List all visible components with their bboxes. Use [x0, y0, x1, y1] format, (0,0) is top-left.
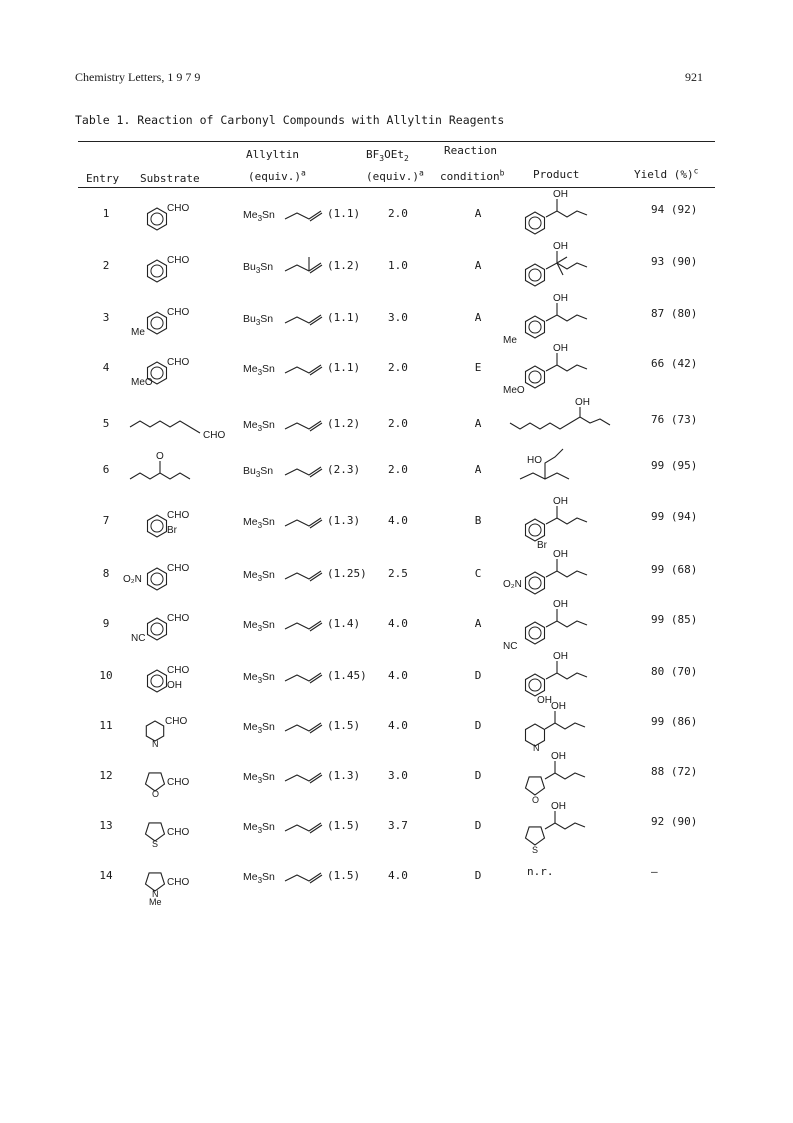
bf3-equiv: 4.0 — [388, 869, 408, 882]
benzene-ring — [148, 312, 167, 334]
bf3-equiv: 3.0 — [388, 311, 408, 324]
tin-group — [243, 419, 275, 434]
substituent-label: NC — [131, 633, 146, 644]
tin-symbol: Sn — [260, 261, 274, 273]
tin-symbol: Sn — [262, 671, 275, 683]
product-chain — [545, 773, 585, 779]
entry-number: 7 — [102, 514, 110, 527]
bf3-equiv: 4.0 — [388, 669, 408, 682]
entry-number: 13 — [99, 819, 113, 832]
alkyl-chain — [130, 421, 200, 433]
table-row — [0, 293, 793, 347]
yield-value: 94 (92) — [651, 203, 698, 216]
product-substituent: Me — [503, 335, 517, 346]
tin-count: 3 — [257, 726, 263, 736]
substituent-label: Br — [167, 525, 177, 536]
product-chain — [546, 621, 587, 627]
benzene-ring — [526, 519, 545, 541]
reaction-condition: A — [474, 207, 482, 220]
table-row — [0, 599, 793, 653]
methyl-branch — [557, 257, 567, 263]
bf3-equiv: 1.0 — [388, 259, 408, 272]
yield-value: 88 (72) — [651, 765, 698, 778]
allyl-chain — [283, 615, 333, 635]
tin-group — [243, 569, 275, 584]
allyltin-equiv: (1.5) — [327, 869, 361, 882]
substrate-structure — [125, 245, 235, 295]
substrate-structure — [125, 347, 235, 397]
benzene-ring — [148, 618, 167, 640]
tin-group — [243, 363, 275, 378]
product-structure — [505, 339, 625, 399]
allyl-chain — [283, 717, 333, 737]
substrate-label: CHO — [165, 716, 188, 727]
reaction-condition: A — [474, 259, 482, 272]
reaction-condition: E — [474, 361, 482, 374]
table-row — [0, 751, 793, 805]
product-chain — [546, 518, 587, 524]
tin-group — [243, 209, 275, 224]
allyltin-equiv: (1.2) — [327, 417, 361, 430]
tin-count: 3 — [257, 876, 263, 886]
table-row — [0, 651, 793, 706]
tin-alkyl: Me — [243, 721, 258, 733]
tin-alkyl: Me — [243, 363, 258, 375]
tin-symbol: Sn — [262, 209, 275, 221]
product-chain — [510, 417, 610, 429]
allyl-chain — [283, 512, 333, 532]
allyltin-equiv: (1.4) — [327, 617, 361, 630]
benzene-ring — [148, 515, 167, 537]
allyl-chain — [283, 867, 333, 887]
product-substituent: NC — [503, 641, 518, 652]
allyl-chain — [283, 205, 333, 225]
hydroxyl-label: OH — [553, 651, 568, 662]
entry-number: 4 — [102, 361, 110, 374]
bf3-equiv: 2.0 — [388, 361, 408, 374]
tin-symbol: Sn — [262, 721, 275, 733]
hydroxyl-label: OH — [553, 343, 568, 354]
yield-value: 92 (90) — [651, 815, 698, 828]
hydroxyl-label: OH — [553, 241, 568, 252]
substituent-label: OH — [167, 680, 182, 691]
yield-value: 99 (94) — [651, 510, 698, 523]
tin-alkyl: Me — [243, 821, 258, 833]
allyl-chain — [283, 767, 333, 787]
bf3-text: BF — [366, 148, 380, 161]
journal-header: Chemistry Letters, 1 9 7 9 — [75, 70, 201, 84]
allyltin-equiv: (1.3) — [327, 769, 361, 782]
hydroxyl-label: OH — [553, 549, 568, 560]
product-structure — [505, 237, 625, 297]
entry-number: 14 — [99, 869, 113, 882]
benzene-ring-aromatic-ring — [151, 265, 163, 277]
allyl-chain — [283, 461, 333, 481]
entry-number: 3 — [102, 311, 110, 324]
product-chain — [546, 315, 587, 321]
col-yield — [634, 168, 698, 181]
table-row — [0, 241, 793, 295]
tin-alkyl: Bu — [243, 465, 256, 477]
reaction-condition: B — [474, 514, 482, 527]
ring-heteroatom: S — [152, 839, 159, 849]
benzene-ring-aromatic-ring — [529, 217, 541, 229]
table-row — [0, 855, 793, 905]
yield-value: 93 (90) — [651, 255, 698, 268]
allyltin-equiv: (1.45) — [327, 669, 367, 682]
ring-heteroatom: O — [152, 789, 160, 799]
tin-symbol: Sn — [262, 871, 275, 883]
benzene-ring — [526, 212, 545, 234]
tin-symbol: Sn — [260, 313, 274, 325]
tin-alkyl: Me — [243, 671, 258, 683]
tin-group — [243, 619, 275, 634]
benzene-ring-aromatic-ring — [151, 675, 163, 687]
ring-heteroatom: N — [533, 743, 540, 753]
substrate-structure — [125, 500, 235, 550]
note-b: b — [499, 168, 505, 178]
product-chain — [546, 211, 587, 217]
reaction-condition: D — [474, 819, 482, 832]
entry-number: 5 — [102, 417, 110, 430]
tin-alkyl: Me — [243, 619, 258, 631]
substrate-label: CHO — [167, 563, 190, 574]
bf3-equiv: 2.0 — [388, 463, 408, 476]
yield-text: Yield (%) — [634, 168, 694, 181]
tin-count: 3 — [257, 424, 263, 434]
note-c: c — [693, 166, 699, 176]
tin-alkyl: Bu — [243, 261, 256, 273]
tin-symbol: Sn — [262, 419, 275, 431]
product-substituent: Br — [537, 540, 547, 551]
table-row — [0, 701, 793, 755]
reaction-condition: A — [474, 311, 482, 324]
product-chain — [545, 723, 585, 729]
tin-alkyl: Me — [243, 209, 258, 221]
product-substituent: OH — [537, 695, 552, 706]
substrate-label: CHO — [167, 357, 190, 368]
tin-alkyl: Me — [243, 569, 258, 581]
ring-heteroatom: S — [532, 845, 539, 855]
tin-symbol: Sn — [260, 465, 274, 477]
hydroxyl-label: OH — [551, 701, 566, 712]
entry-number: 9 — [102, 617, 110, 630]
table-row — [0, 801, 793, 855]
product-structure — [505, 595, 625, 655]
col-allyltin: Allyltin — [246, 148, 299, 161]
tin-group — [243, 821, 275, 836]
benzene-ring-aromatic-ring — [151, 213, 163, 225]
table-top-rule — [78, 141, 715, 142]
substrate-label: CHO — [167, 877, 190, 888]
bf3-equiv-text: (equiv.) — [366, 170, 419, 183]
reaction-condition: C — [474, 567, 482, 580]
reaction-condition: A — [474, 463, 482, 476]
yield-value: 99 (68) — [651, 563, 698, 576]
entry-number: 11 — [99, 719, 113, 732]
benzene-ring — [148, 568, 167, 590]
substrate-structure — [125, 855, 235, 905]
allyltin-equiv: (2.3) — [327, 463, 361, 476]
hydroxyl-label: OH — [553, 599, 568, 610]
col-allyltin-equiv — [248, 170, 306, 183]
benzene-ring — [526, 264, 545, 286]
benzene-ring — [526, 674, 545, 696]
tin-group — [243, 721, 275, 736]
bf3-equiv: 2.5 — [388, 567, 408, 580]
allyltin-equiv: (1.1) — [327, 311, 361, 324]
benzene-ring — [148, 260, 167, 282]
no-reaction: n.r. — [527, 865, 554, 878]
entry-number: 6 — [102, 463, 110, 476]
allyl-chain — [283, 667, 333, 687]
tin-symbol: Sn — [262, 619, 275, 631]
product-chain — [545, 823, 585, 829]
substituent-label: Me — [149, 897, 162, 907]
hydroxyl-label: OH — [553, 189, 568, 200]
tin-count: 3 — [257, 776, 263, 786]
substrate-structure — [125, 297, 235, 347]
tin-count: 3 — [257, 826, 263, 836]
note-a: a — [300, 168, 306, 178]
tin-count: 3 — [257, 574, 263, 584]
col-product: Product — [533, 168, 580, 181]
tin-alkyl: Bu — [243, 313, 256, 325]
ring-heteroatom: O — [532, 795, 540, 805]
substrate-label: CHO — [167, 203, 190, 214]
bf3-text2: OEt — [384, 148, 404, 161]
table-row — [0, 549, 793, 603]
tin-group — [243, 771, 275, 786]
allyltin-equiv-text: (equiv.) — [248, 170, 301, 183]
five-membered-ring — [526, 827, 545, 845]
ring-heteroatom: N — [152, 739, 159, 749]
substrate-structure — [125, 755, 235, 805]
product-chain — [546, 673, 587, 679]
benzene-ring-aromatic-ring — [151, 367, 163, 379]
page-number: 921 — [685, 70, 703, 84]
benzene-ring — [526, 316, 545, 338]
benzene-ring-aromatic-ring — [151, 623, 163, 635]
product-chain — [546, 365, 587, 371]
condition-text: condition — [440, 170, 500, 183]
substrate-structure — [125, 805, 235, 855]
allyltin-equiv: (1.1) — [327, 361, 361, 374]
substrate-structure — [125, 193, 235, 243]
tin-symbol: Sn — [262, 821, 275, 833]
substituent-label: MeO — [131, 377, 153, 388]
tin-symbol: Sn — [262, 771, 275, 783]
yield-value: 99 (85) — [651, 613, 698, 626]
substrate-structure — [125, 603, 235, 653]
substrate-structure — [125, 705, 235, 755]
benzene-ring — [148, 670, 167, 692]
yield-value: 66 (42) — [651, 357, 698, 370]
tin-alkyl: Me — [243, 419, 258, 431]
substrate-structure — [125, 553, 235, 603]
col-reaction: Reaction — [444, 144, 497, 157]
table-row — [0, 496, 793, 551]
tin-count: 3 — [257, 676, 263, 686]
substituent-label: Me — [131, 327, 145, 338]
allyl-chain — [283, 309, 333, 329]
ketone-chain — [130, 473, 190, 479]
tin-group — [243, 465, 274, 480]
benzene-ring-aromatic-ring — [529, 524, 541, 536]
tin-group — [243, 671, 275, 686]
bf3-equiv: 4.0 — [388, 719, 408, 732]
substrate-label: CHO — [167, 827, 190, 838]
benzene-ring — [148, 208, 167, 230]
table-caption: Table 1. Reaction of Carbonyl Compounds with Allyltin Reagents — [75, 113, 505, 127]
substrate-structure — [125, 449, 235, 499]
benzene-ring-aromatic-ring — [529, 269, 541, 281]
bf3-equiv: 2.0 — [388, 417, 408, 430]
tin-alkyl: Me — [243, 871, 258, 883]
hydroxyl-label: OH — [551, 751, 566, 762]
note-a2: a — [418, 168, 424, 178]
benzene-ring-aromatic-ring — [529, 321, 541, 333]
col-substrate: Substrate — [140, 172, 200, 185]
tin-symbol: Sn — [262, 363, 275, 375]
tin-alkyl: Me — [243, 771, 258, 783]
allyl-chain — [283, 257, 333, 277]
table-row — [0, 189, 793, 243]
five-membered-ring — [526, 777, 545, 795]
reaction-condition: D — [474, 669, 482, 682]
benzene-ring — [526, 572, 545, 594]
benzene-ring-aromatic-ring — [529, 577, 541, 589]
hydroxyl-label: OH — [553, 293, 568, 304]
benzene-ring-aromatic-ring — [151, 520, 163, 532]
substrate-structure — [125, 655, 235, 705]
reaction-condition: D — [474, 769, 482, 782]
pyridine-ring — [146, 721, 163, 741]
entry-number: 8 — [102, 567, 110, 580]
substrate-label: CHO — [167, 665, 190, 676]
tin-group — [243, 313, 274, 328]
allyltin-equiv: (1.5) — [327, 819, 361, 832]
allyltin-equiv: (1.2) — [327, 259, 361, 272]
benzene-ring — [526, 622, 545, 644]
benzene-ring-aromatic-ring — [529, 627, 541, 639]
reaction-condition: D — [474, 719, 482, 732]
product-chain — [546, 571, 587, 577]
table-row — [0, 397, 793, 453]
tin-count: 3 — [257, 214, 263, 224]
substrate-label: CHO — [203, 430, 226, 441]
benzene-ring-aromatic-ring — [151, 317, 163, 329]
benzene-ring-aromatic-ring — [529, 371, 541, 383]
product-structure — [505, 797, 625, 857]
allyltin-equiv: (1.5) — [327, 719, 361, 732]
tin-alkyl: Me — [243, 516, 258, 528]
table-row — [0, 449, 793, 499]
tin-count: 3 — [257, 368, 263, 378]
hydroxyl-label: OH — [575, 397, 590, 408]
allyl-chain — [283, 359, 333, 379]
yield-value: 99 (86) — [651, 715, 698, 728]
bf3-equiv: 3.0 — [388, 769, 408, 782]
allyltin-equiv: (1.3) — [327, 514, 361, 527]
ring-heteroatom: N — [152, 889, 159, 899]
bf3-equiv: 3.7 — [388, 819, 408, 832]
reaction-condition: A — [474, 417, 482, 430]
substrate-label: CHO — [167, 777, 190, 788]
col-condition — [440, 170, 504, 183]
col-bf3 — [366, 148, 409, 164]
bf3-equiv: 4.0 — [388, 514, 408, 527]
tin-symbol: Sn — [262, 569, 275, 581]
yield-value: 80 (70) — [651, 665, 698, 678]
product-substituent: O₂N — [503, 579, 522, 590]
allyltin-equiv: (1.1) — [327, 207, 361, 220]
substrate-label: CHO — [167, 255, 190, 266]
entry-number: 12 — [99, 769, 113, 782]
product-substituent: MeO — [503, 385, 525, 396]
product-chain — [546, 263, 587, 269]
tin-count: 3 — [257, 624, 263, 634]
tin-group — [243, 516, 275, 531]
col-bf3-equiv — [366, 170, 424, 183]
yield-value: 76 (73) — [651, 413, 698, 426]
tin-count: 3 — [255, 470, 261, 480]
tin-count: 3 — [257, 521, 263, 531]
reaction-condition: A — [474, 617, 482, 630]
bf3-sub2: 2 — [403, 154, 409, 164]
hydroxyl-label: HO — [527, 455, 542, 466]
tin-symbol: Sn — [262, 516, 275, 528]
hydroxyl-label: OH — [551, 801, 566, 812]
benzene-ring-aromatic-ring — [151, 573, 163, 585]
carbonyl-oxygen: O — [156, 451, 164, 462]
entry-number: 1 — [102, 207, 110, 220]
yield-value: — — [651, 865, 658, 878]
product-structure — [505, 492, 625, 552]
bf3-sub3: 3 — [379, 154, 385, 164]
substrate-label: CHO — [167, 510, 190, 521]
col-entry: Entry — [86, 172, 120, 185]
allyl-chain — [283, 565, 333, 585]
bf3-equiv: 2.0 — [388, 207, 408, 220]
tin-group — [243, 261, 274, 276]
bf3-equiv: 4.0 — [388, 617, 408, 630]
tin-count: 3 — [255, 266, 261, 276]
allyltin-equiv: (1.25) — [327, 567, 367, 580]
allyl-chain — [283, 817, 333, 837]
substrate-structure — [125, 403, 235, 453]
allyl-chain — [283, 415, 333, 435]
benzene-ring — [526, 366, 545, 388]
tin-group — [243, 871, 275, 886]
substrate-label: CHO — [167, 307, 190, 318]
yield-value: 87 (80) — [651, 307, 698, 320]
substrate-label: CHO — [167, 613, 190, 624]
entry-number: 2 — [102, 259, 110, 272]
hydroxyl-label: OH — [553, 496, 568, 507]
benzene-ring-aromatic-ring — [529, 679, 541, 691]
table-row — [0, 343, 793, 397]
entry-number: 10 — [99, 669, 113, 682]
substituent-label: O₂N — [123, 574, 142, 585]
yield-value: 99 (95) — [651, 459, 698, 472]
tin-count: 3 — [255, 318, 261, 328]
reaction-condition: D — [474, 869, 482, 882]
product-structure — [505, 185, 625, 245]
